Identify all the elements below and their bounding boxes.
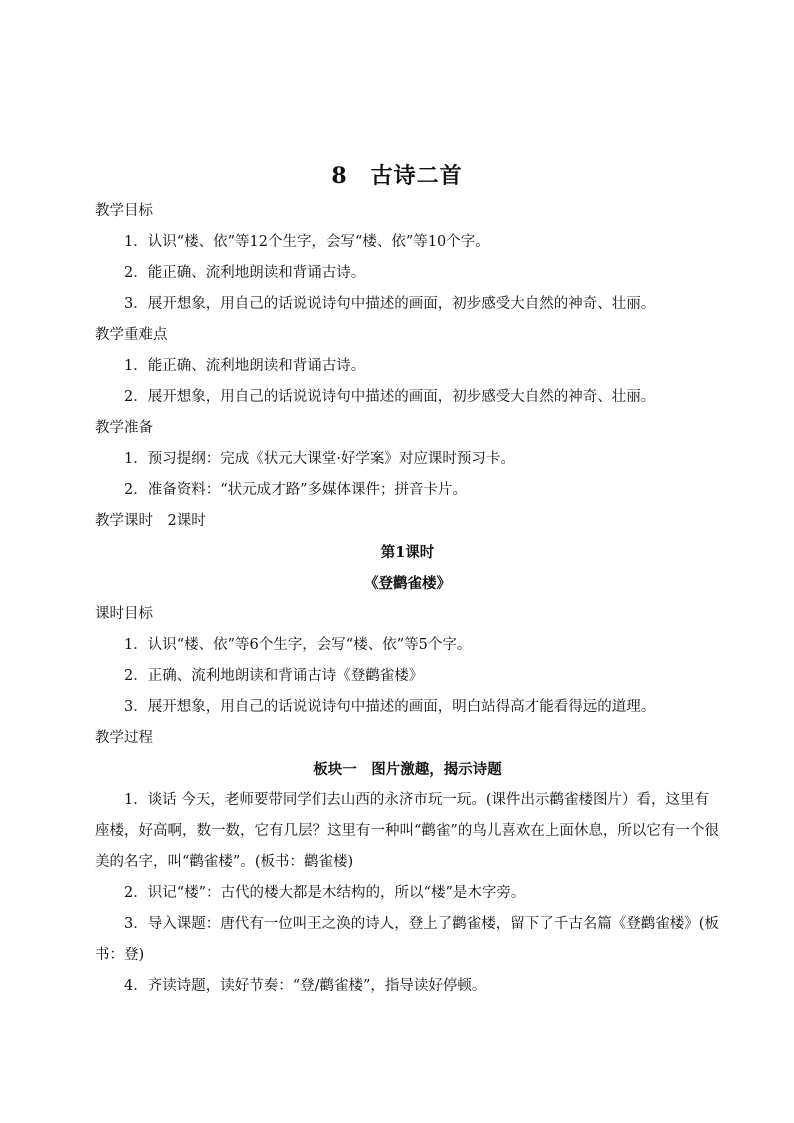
goal-item: 3．展开想象，用自己的话说说诗句中描述的画面，初步感受大自然的神奇、壮丽。 xyxy=(124,296,656,312)
key-point-item: 2．展开想象，用自己的话说说诗句中描述的画面，初步感受大自然的神奇、壮丽。 xyxy=(124,389,656,405)
process-item: 4．齐读诗题，读好节奏：“登/鹳雀楼”，指导读好停顿。 xyxy=(124,978,487,994)
poem-title: 《登鹳雀楼》 xyxy=(364,575,451,592)
preparation-item: 2．准备资料：“状元成才路”多媒体课件；拼音卡片。 xyxy=(124,482,468,498)
preparation-item: 1．预习提纲：完成《状元大课堂·好学案》对应课时预习卡。 xyxy=(124,451,515,467)
lesson-goal-item: 3．展开想象，用自己的话说说诗句中描述的画面，明白站得高才能看得远的道理。 xyxy=(124,699,656,715)
document-body xyxy=(95,196,720,1002)
section-heading-process: 教学过程 xyxy=(95,730,153,746)
goal-item: 1．认识“楼、依”等12个生字，会写“楼、依”等10个字。 xyxy=(124,234,490,250)
section-heading-lesson-goals: 课时目标 xyxy=(95,606,153,622)
page-title: 8 古诗二首 xyxy=(331,163,463,189)
goal-item: 2．能正确、流利地朗读和背诵古诗。 xyxy=(124,265,366,281)
key-point-item: 1．能正确、流利地朗读和背诵古诗。 xyxy=(124,358,366,374)
section-heading-key-points: 教学重难点 xyxy=(95,327,168,343)
section-heading-goals: 教学目标 xyxy=(95,203,153,219)
process-item: 2．识记“楼”：古代的楼大都是木结构的，所以“楼”是木字旁。 xyxy=(124,885,526,901)
block-title: 板块一 图片激趣，揭示诗题 xyxy=(313,761,502,778)
lesson-goal-item: 2．正确、流利地朗读和背诵古诗《登鹳雀楼》 xyxy=(124,668,424,684)
lesson-goal-item: 1．认识“楼、依”等6个生字，会写“楼、依”等5个字。 xyxy=(124,637,472,653)
section-heading-hours: 教学课时 2课时 xyxy=(95,513,206,529)
process-item: 3．导入课题：唐代有一位叫王之涣的诗人，登上了鹳雀楼，留下了千古名篇《登鹳雀楼》(板书：登) xyxy=(95,916,719,963)
section-heading-preparation: 教学准备 xyxy=(95,420,153,436)
process-item: 1．谈话 今天，老师要带同学们去山西的永济市玩一玩。(课件出示鹳雀楼图片）看，这里有座楼，好高啊，数一数，它有几层？这里有一种叫“鹳雀”的鸟儿喜欢在上面休息，所以它有一个很美的名字，叫“鹳雀楼”。(板书：鹳雀楼) xyxy=(95,792,719,870)
lesson-title: 第1课时 xyxy=(380,544,435,561)
